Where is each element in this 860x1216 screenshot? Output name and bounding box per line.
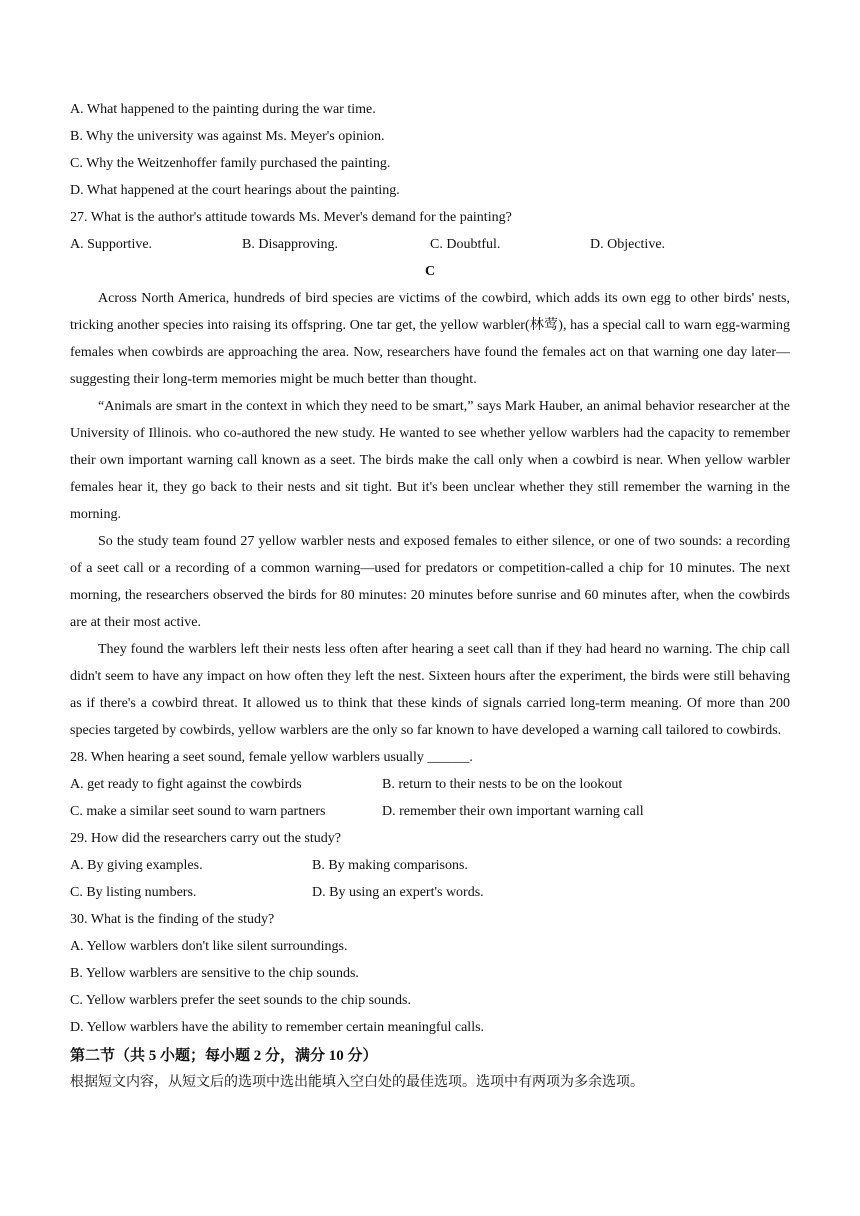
q28-option-a: A. get ready to fight against the cowbirds (70, 777, 302, 792)
q28-question: 28. When hearing a seet sound, female yellow warblers usually ______. (70, 750, 473, 765)
q27-option-d: D. Objective. (590, 237, 666, 252)
q28-option-b: B. return to their nests to be on the lookout (382, 777, 623, 792)
q30-option-d: D. Yellow warblers have the ability to remember certain meaningful calls. (70, 1020, 485, 1035)
q26-option-d: D. What happened at the court hearings about the painting. (70, 183, 400, 198)
q26-option-a: A. What happened to the painting during the war time. (70, 102, 376, 117)
passage-paragraph-2: “Animals are smart in the context in which they need to be smart,” says Mark Hauber, an animal behavior researcher at the University of Illinois. who co-authored the new study. He wanted to see whether yellow warblers had the capacity to remember their own important warning call known as a seet. The birds make the call only when a cowbird is near. When yellow warbler females hear it, they go back to their nests and sit tight. But it's been unclear whether they still remember the warning in the morning. (70, 399, 790, 522)
q29-option-d: D. By using an expert's words. (312, 885, 484, 900)
q28-options-row-2 (70, 798, 790, 825)
q30-question: 30. What is the finding of the study? (70, 912, 275, 927)
section-2-heading: 第二节（共 5 小题；每小题 2 分，满分 10 分） (70, 1048, 378, 1064)
q29-option-a: A. By giving examples. (70, 858, 203, 873)
q30-option-a: A. Yellow warblers don't like silent surroundings. (70, 939, 348, 954)
q29-option-c: C. By listing numbers. (70, 885, 197, 900)
q27-option-b: B. Disapproving. (242, 237, 339, 252)
q28-options-row-1 (70, 771, 790, 798)
q27-question: 27. What is the author's attitude towards Ms. Mever's demand for the painting? (70, 210, 512, 225)
q29-option-b: B. By making comparisons. (312, 858, 468, 873)
q29-question: 29. How did the researchers carry out the study? (70, 831, 341, 846)
q26-option-b: B. Why the university was against Ms. Meyer's opinion. (70, 129, 385, 144)
q26-option-c: C. Why the Weitzenhoffer family purchased the painting. (70, 156, 391, 171)
q27-options (70, 231, 790, 258)
section-2-instruction: 根据短文内容，从短文后的选项中选出能填入空白处的最佳选项。选项中有两项为多余选项。 (70, 1075, 644, 1090)
q29-options-row-1 (70, 852, 790, 879)
passage-paragraph-3: So the study team found 27 yellow warbler nests and exposed females to either silence, or one of two sounds: a recording of a seet call or a recording of a common warning—used for predators or competition-called a chip for 10 minutes. The next morning, the researchers observed the birds for 80 minutes: 20 minutes before sunrise and 60 minutes after, when the cowbirds are at their most active. (70, 534, 790, 630)
q28-option-c: C. make a similar seet sound to warn partners (70, 804, 326, 819)
q29-options-row-2 (70, 879, 790, 906)
section-c-heading: C (424, 264, 436, 279)
q27-option-a: A. Supportive. (70, 237, 153, 252)
q27-option-c: C. Doubtful. (430, 237, 501, 252)
q28-option-d: D. remember their own important warning call (382, 804, 644, 819)
passage-paragraph-4: They found the warblers left their nests less often after hearing a seet call than if they had heard no warning. The chip call didn't seem to have any impact on how often they left the nest. Sixteen hours after the experiment, the birds were still behaving as if there's a cowbird threat. It allowed us to think that these kinds of signals carried long-term meaning. Of more than 200 species targeted by cowbirds, yellow warblers are the only so far known to have developed a warning call tailored to cowbirds. (70, 642, 790, 738)
passage-paragraph-1: Across North America, hundreds of bird species are victims of the cowbird, which adds its own egg to other birds' nests, tricking another species into raising its offspring. One tar get, the yellow warbler(林莺), has a special call to warn egg-warming females when cowbirds are approaching the area. Now, researchers have found the females act on that warning one day later—suggesting their long-term memories might be much better than thought. (70, 291, 790, 387)
page-content (70, 96, 790, 1096)
q30-option-b: B. Yellow warblers are sensitive to the chip sounds. (70, 966, 359, 981)
q30-option-c: C. Yellow warblers prefer the seet sounds to the chip sounds. (70, 993, 412, 1008)
